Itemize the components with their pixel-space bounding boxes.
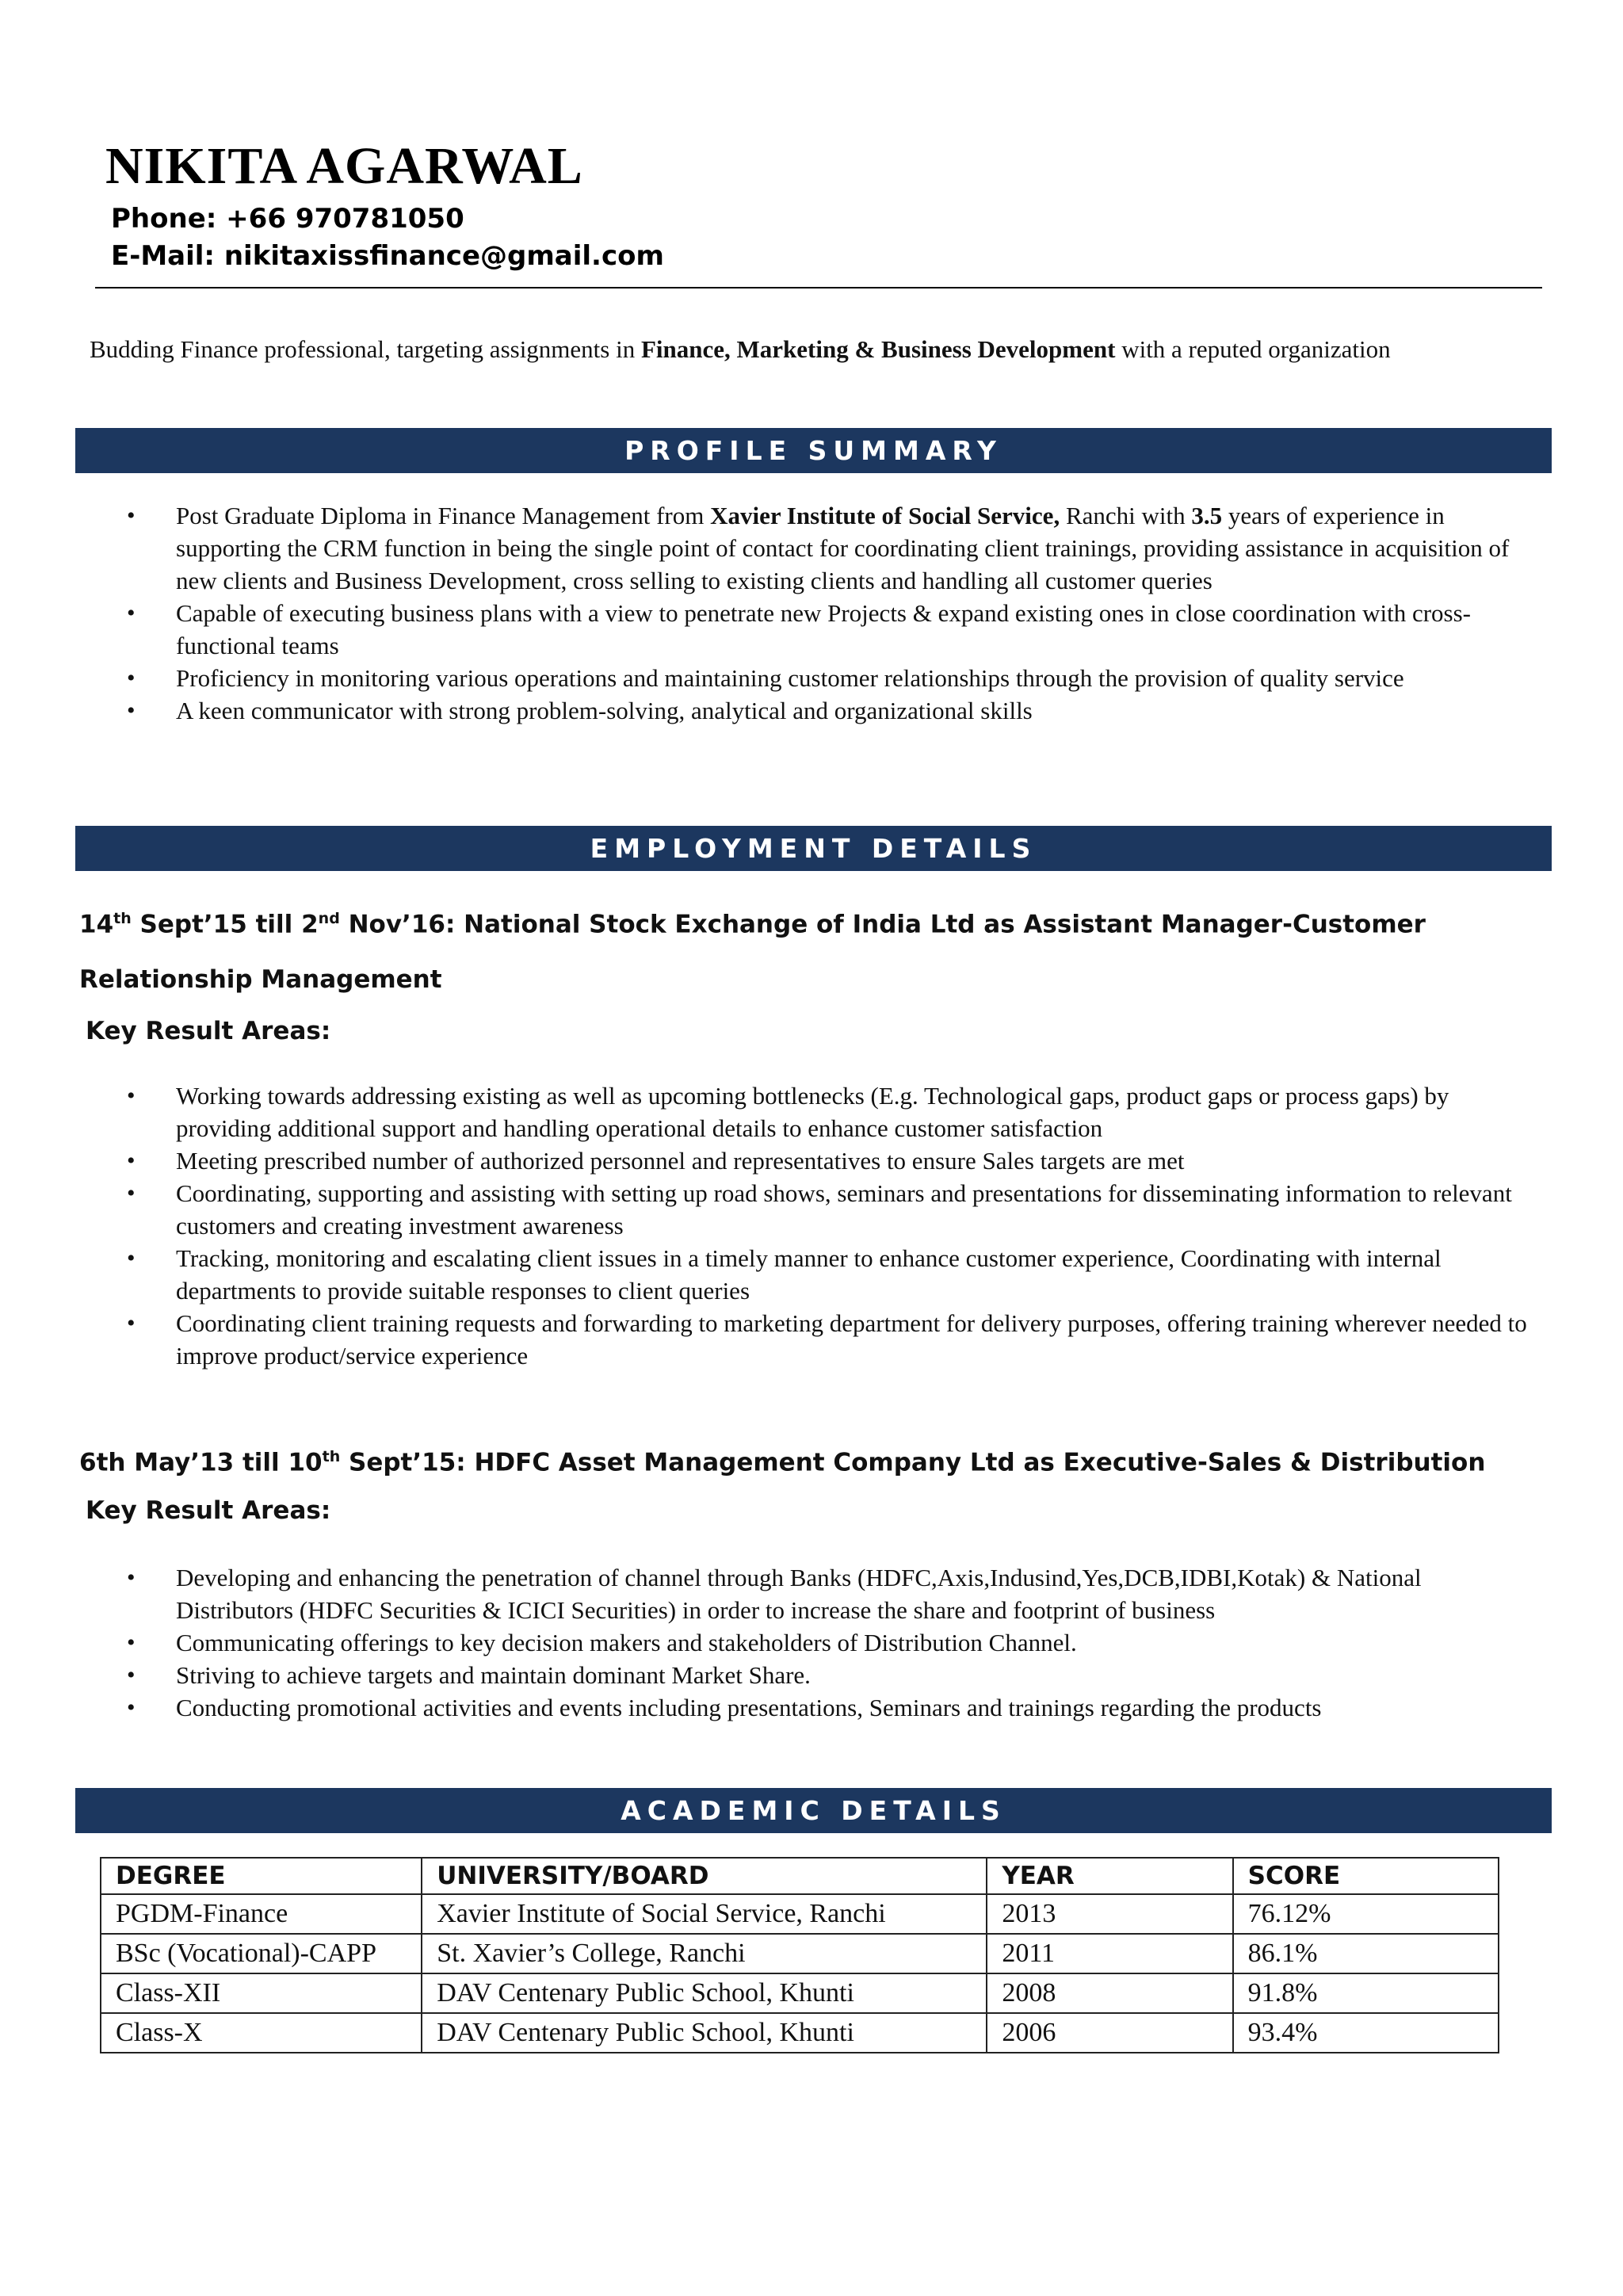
list-item-text: Post Graduate Diploma in Finance Management from (176, 502, 711, 529)
degree-cell: Class-X (101, 2013, 422, 2053)
job-role: Sept’15: HDFC Asset Management Company Ltd as Executive-Sales & Distribution (340, 1448, 1486, 1477)
nse-responsibilities-list (127, 1079, 1529, 1372)
candidate-name: NIKITA AGARWAL (105, 137, 583, 195)
table-row (101, 1973, 1499, 2013)
job-date: 14 (79, 910, 114, 939)
score-cell: 93.4% (1233, 2013, 1499, 2053)
university-cell: St. Xavier’s College, Ranchi (422, 1934, 987, 1973)
profile-summary-list (127, 499, 1529, 727)
section-header-employment-details: EMPLOYMENT DETAILS (75, 826, 1552, 871)
list-item: • Meeting prescribed number of authorized personnel and representatives to ensure Sales targets are met (127, 1144, 1529, 1177)
objective-suffix: with a reputed organization (1115, 335, 1391, 363)
score-cell: 86.1% (1233, 1934, 1499, 1973)
academic-table (100, 1857, 1499, 2053)
year-cell: 2013 (987, 1894, 1232, 1934)
key-result-areas-label: Key Result Areas: (86, 1496, 331, 1525)
institute-name: Xavier Institute of Social Service, (710, 502, 1060, 529)
email-line: E-Mail: nikitaxissfinance@gmail.com (111, 240, 664, 272)
key-result-areas-label: Key Result Areas: (86, 1017, 331, 1045)
year-cell: 2006 (987, 2013, 1232, 2053)
career-objective (90, 333, 1516, 365)
university-cell: DAV Centenary Public School, Khunti (422, 2013, 987, 2053)
job-role: Nov’16: National Stock Exchange of India Ltd as Assistant Manager-Customer Relationship Management (79, 910, 1426, 995)
years-experience: 3.5 (1191, 502, 1223, 529)
year-cell: 2011 (987, 1934, 1232, 1973)
job-title-nse (79, 891, 1506, 1007)
table-row (101, 2013, 1499, 2053)
list-item: • Proficiency in monitoring various operations and maintaining customer relationships through the provision of quality service (127, 662, 1529, 694)
hdfc-responsibilities-list (127, 1561, 1529, 1724)
list-item: • Capable of executing business plans with a view to penetrate new Projects & expand existing ones in close coordination with cross-functional teams (127, 597, 1529, 662)
list-item: • Working towards addressing existing as well as upcoming bottlenecks (E.g. Technological gaps, product gaps or process gaps) by providing additional support and handling operational details to enhance customer satisfaction (127, 1079, 1529, 1144)
list-item: • Coordinating client training requests and forwarding to marketing department for delivery purposes, offering training wherever needed to improve product/service experience (127, 1307, 1529, 1372)
list-item: • Communicating offerings to key decision makers and stakeholders of Distribution Channel. (127, 1626, 1529, 1659)
university-cell: DAV Centenary Public School, Khunti (422, 1973, 987, 2013)
column-header-university: UNIVERSITY/BOARD (422, 1858, 987, 1894)
ordinal-suffix: th (322, 1448, 341, 1465)
table-row (101, 1934, 1499, 1973)
degree-cell: Class-XII (101, 1973, 422, 2013)
header-divider (95, 287, 1542, 288)
table-row (101, 1894, 1499, 1934)
objective-highlight: Finance, Marketing & Business Development (640, 335, 1116, 363)
list-item: • Conducting promotional activities and events including presentations, Seminars and trainings regarding the products (127, 1691, 1529, 1724)
list-item: • Coordinating, supporting and assisting with setting up road shows, seminars and presentations for disseminating information to relevant customers and creating investment awareness (127, 1177, 1529, 1242)
score-cell: 76.12% (1233, 1894, 1499, 1934)
list-item: • Striving to achieve targets and maintain dominant Market Share. (127, 1659, 1529, 1691)
year-cell: 2008 (987, 1973, 1232, 2013)
section-header-profile-summary: PROFILE SUMMARY (75, 428, 1552, 473)
objective-prefix: Budding Finance professional, targeting assignments in (90, 335, 641, 363)
ordinal-suffix: th (113, 910, 132, 927)
ordinal-suffix: nd (318, 910, 340, 927)
column-header-year: YEAR (987, 1858, 1232, 1894)
section-header-academic-details: ACADEMIC DETAILS (75, 1788, 1552, 1833)
list-item (127, 499, 1529, 597)
column-header-degree: DEGREE (101, 1858, 422, 1894)
score-cell: 91.8% (1233, 1973, 1499, 2013)
job-title-hdfc (79, 1439, 1506, 1480)
university-cell: Xavier Institute of Social Service, Ranchi (422, 1894, 987, 1934)
list-item: • Tracking, monitoring and escalating client issues in a timely manner to enhance customer experience, Coordinating with internal departments to provide suitable responses to client queries (127, 1242, 1529, 1307)
column-header-score: SCORE (1233, 1858, 1499, 1894)
list-item-text: years of experience in supporting the CRM function in being the single point of contact for coordinating client trainings, providing assistance in acquisition of new clients and Business Development, cross selling to existing clients and handling all customer queries (176, 502, 1510, 594)
job-date: 6th May’13 till 10 (79, 1448, 323, 1477)
job-date: Sept’15 till 2 (131, 910, 319, 939)
phone-line: Phone: +66 970781050 (111, 203, 464, 235)
degree-cell: BSc (Vocational)-CAPP (101, 1934, 422, 1973)
degree-cell: PGDM-Finance (101, 1894, 422, 1934)
table-header-row (101, 1858, 1499, 1894)
list-item-text: Ranchi with (1060, 502, 1192, 529)
list-item: • Developing and enhancing the penetration of channel through Banks (HDFC,Axis,Indusind,Yes,DCB,IDBI,Kotak) & National Distributors (HDFC Securities & ICICI Securities) in order to increase the share and footprint of business (127, 1561, 1529, 1626)
list-item: • A keen communicator with strong problem-solving, analytical and organizational skills (127, 694, 1529, 727)
